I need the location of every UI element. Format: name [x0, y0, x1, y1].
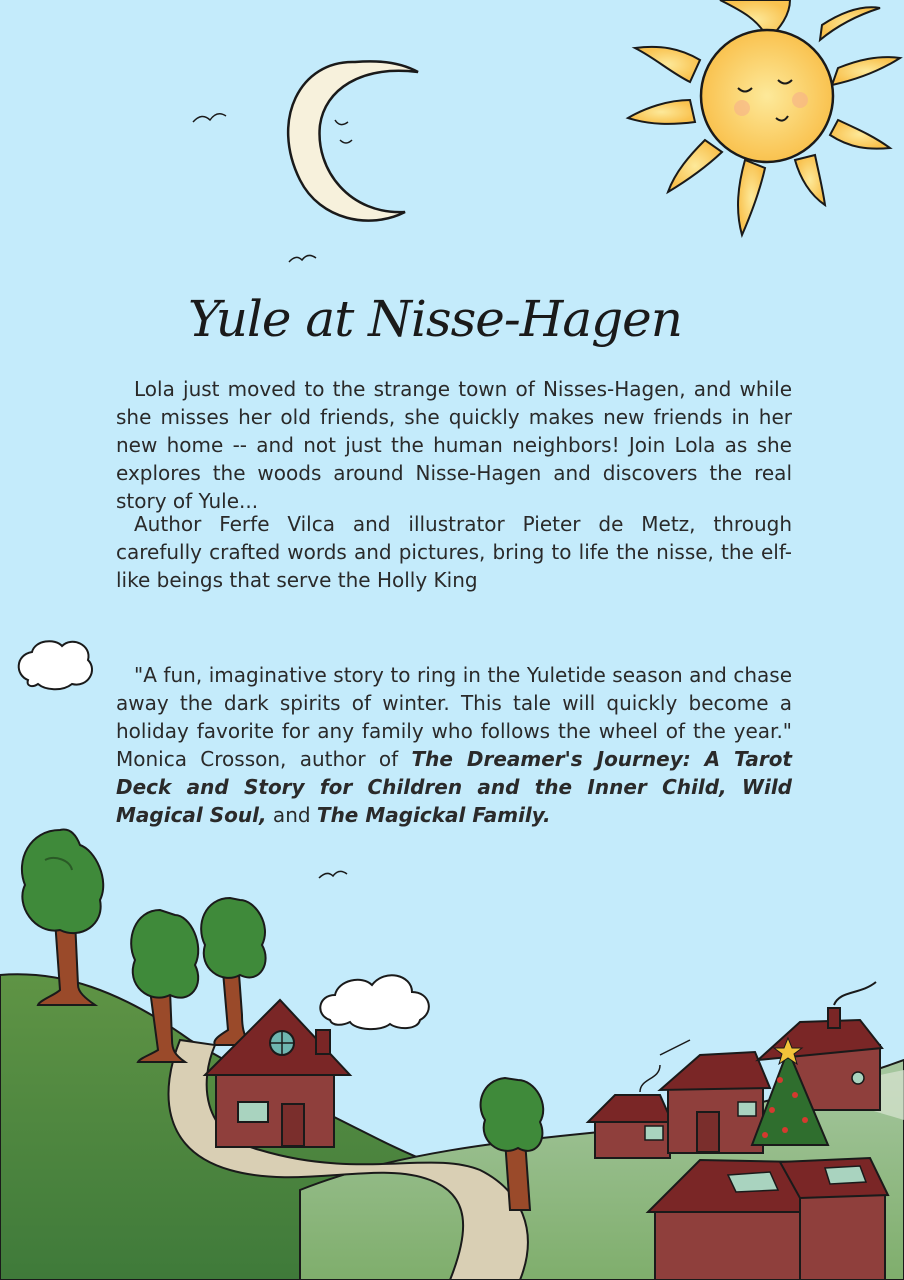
review-connector: and [266, 803, 317, 827]
page-title: Yule at Nisse-Hagen [188, 290, 682, 348]
cloud-icon [19, 641, 92, 689]
cloud-icon [320, 975, 429, 1029]
blurb-paragraph-2 [116, 510, 792, 594]
moon-icon [288, 61, 418, 220]
blurb-text-2: Author Ferfe Vilca and illustrator Pieter de Metz, through carefully crafted words and pictures, bring to life the nisse, the elf-like beings that serve the Holly King [116, 512, 792, 592]
house-right-mid [660, 1040, 770, 1153]
book-title-1: The Dreamer's Journey: A Tarot Deck and Story for Children and the Inner Child, Wild Magical Soul, [116, 747, 792, 827]
sun-icon [628, 0, 900, 235]
book-title-2: The Magickal Family. [316, 803, 551, 827]
blurb-paragraph-1 [116, 375, 792, 515]
review-quote [116, 661, 792, 829]
house-right-small [588, 1065, 672, 1158]
blurb-text-1: Lola just moved to the strange town of Nisses-Hagen, and while she misses her old friends, she quickly makes new friends in her new home -- and not just the human neighbors! Join Lola as she explores the woods around Nisse-Hagen and discovers the real story of Yule... [116, 377, 792, 513]
house-front-right [648, 1158, 888, 1280]
review-quote-text: "A fun, imaginative story to ring in the Yuletide season and chase away the dark spirits of winter. This tale will quickly become a holiday favorite for any family who follows the wheel of the year." Monica Crosson, author of [116, 663, 792, 771]
